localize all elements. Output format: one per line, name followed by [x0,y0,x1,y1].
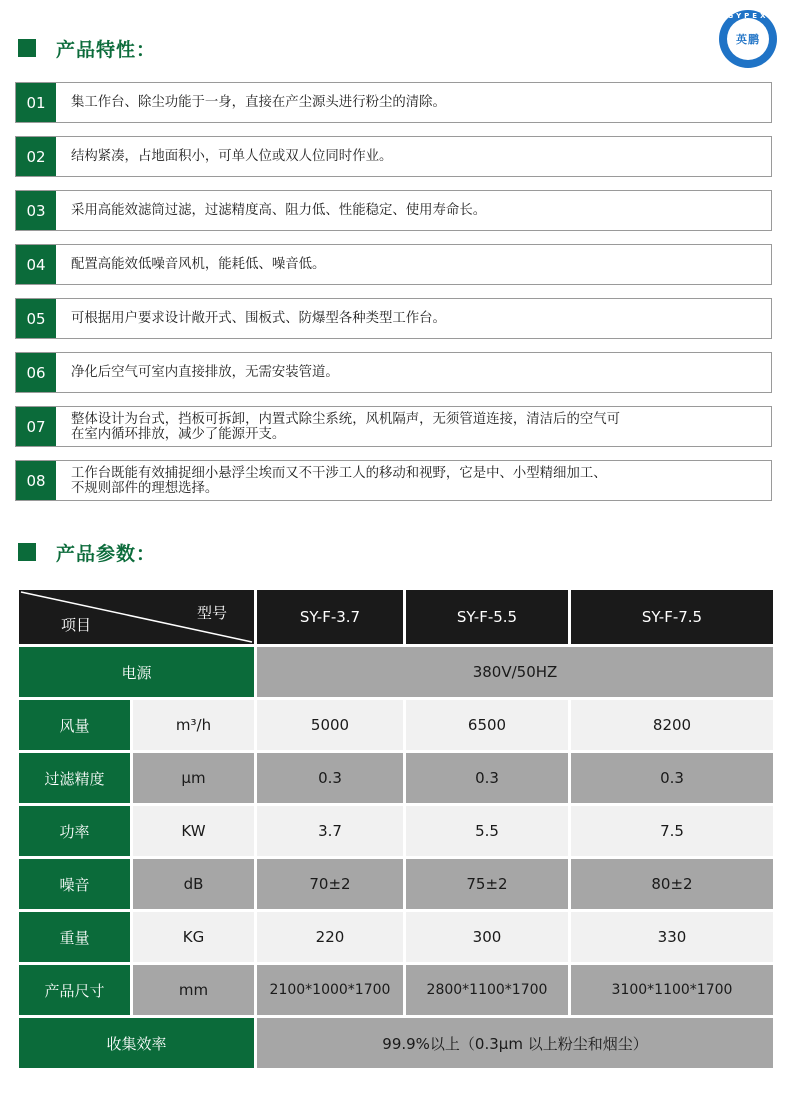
header-model-cell: SY-F-3.7 [257,590,403,644]
param-value: 0.3 [406,753,568,803]
param-value: 0.3 [571,753,773,803]
param-value: 80±2 [571,859,773,909]
header-item-label: 项目 [61,616,92,634]
feature-number: 01 [16,83,56,122]
param-unit: mm [133,965,254,1015]
feature-number: 07 [16,407,56,446]
param-value: 3100*1100*1700 [571,965,773,1015]
header-model-cell: SY-F-7.5 [571,590,773,644]
param-unit: dB [133,859,254,909]
feature-text: 整体设计为台式，挡板可拆卸，内置式除尘系统，风机隔声，无须管道连接，清洁后的空气可 在室内循环排放，减少了能源开支。 [71,411,621,442]
param-value: 220 [257,912,403,962]
section-marker-icon [18,39,36,57]
feature-item [15,352,772,393]
param-unit: KW [133,806,254,856]
param-unit: m³/h [133,700,254,750]
logo-brand-en: GYPEX [727,12,769,20]
header-model-label: 型号 [197,604,228,622]
param-value: 3.7 [257,806,403,856]
feature-item [15,136,772,177]
logo-brand-zh: 英鹏 [736,33,760,46]
company-logo [719,10,777,68]
section-title-text: 产品参数： [56,542,157,565]
header-model-cell: SY-F-5.5 [406,590,568,644]
efficiency-label: 收集效率 [19,1018,254,1068]
param-unit: KG [133,912,254,962]
feature-number: 05 [16,299,56,338]
feature-number: 08 [16,461,56,500]
feature-text: 净化后空气可室内直接排放，无需安装管道。 [71,365,339,380]
param-label: 噪音 [19,859,130,909]
param-value: 2100*1000*1700 [257,965,403,1015]
param-value: 300 [406,912,568,962]
feature-text: 可根据用户要求设计敞开式、围板式、防爆型各种类型工作台。 [71,311,446,326]
feature-text: 采用高能效滤筒过滤，过滤精度高、阻力低、性能稳定、使用寿命长。 [71,203,487,218]
feature-text: 集工作台、除尘功能于一身，直接在产尘源头进行粉尘的清除。 [71,95,446,110]
feature-item [15,460,772,501]
section-title-params [18,539,156,565]
table-corner-header [19,590,254,644]
param-value: 6500 [406,700,568,750]
feature-text: 结构紧凑，占地面积小，可单人位或双人位同时作业。 [71,149,393,164]
feature-item [15,244,772,285]
param-label: 功率 [19,806,130,856]
param-value: 330 [571,912,773,962]
section-title-text: 产品特性： [56,38,157,61]
feature-item [15,82,772,123]
efficiency-value: 99.9%以上（0.3μm 以上粉尘和烟尘） [257,1018,773,1068]
feature-number: 02 [16,137,56,176]
feature-item [15,190,772,231]
param-label: 过滤精度 [19,753,130,803]
feature-text: 配置高能效低噪音风机，能耗低、噪音低。 [71,257,326,272]
param-unit: μm [133,753,254,803]
param-label: 风量 [19,700,130,750]
param-value: 5000 [257,700,403,750]
power-label: 电源 [19,647,254,697]
feature-item [15,406,772,447]
param-value: 5.5 [406,806,568,856]
feature-number: 03 [16,191,56,230]
feature-number: 06 [16,353,56,392]
feature-item [15,298,772,339]
param-value: 0.3 [257,753,403,803]
param-value: 75±2 [406,859,568,909]
power-value: 380V/50HZ [257,647,773,697]
param-value: 7.5 [571,806,773,856]
param-value: 70±2 [257,859,403,909]
param-value: 2800*1100*1700 [406,965,568,1015]
param-label: 产品尺寸 [19,965,130,1015]
param-label: 重量 [19,912,130,962]
feature-text: 工作台既能有效捕捉细小悬浮尘埃而又不干涉工人的移动和视野，它是中、小型精细加工、 不规则部件的理想选择。 [71,465,607,496]
section-title-features [18,35,156,61]
section-marker-icon [18,543,36,561]
param-value: 8200 [571,700,773,750]
feature-number: 04 [16,245,56,284]
